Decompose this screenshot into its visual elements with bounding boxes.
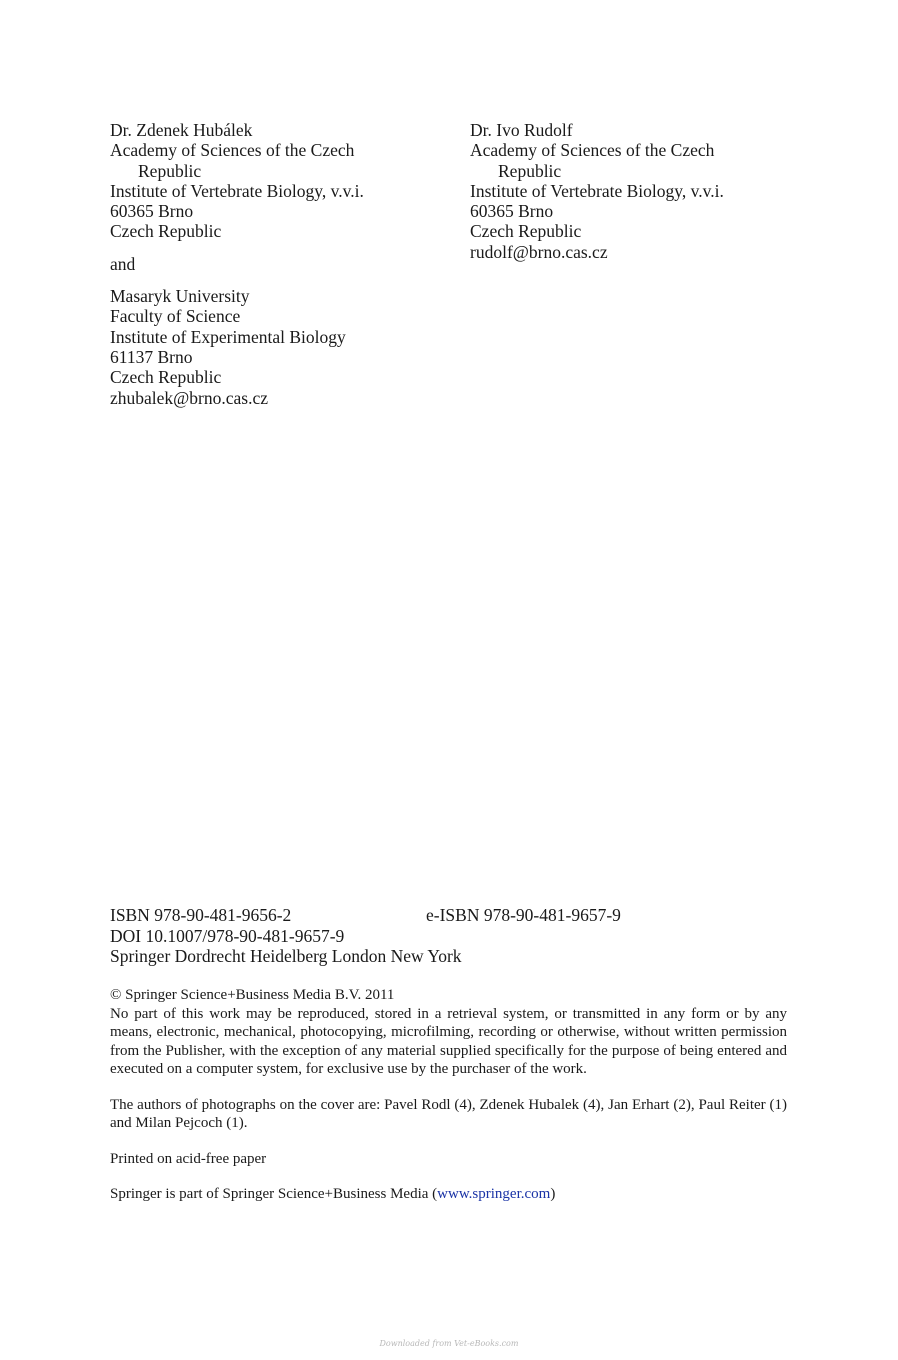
- download-watermark: Downloaded from Vet-eBooks.com: [379, 1339, 519, 1348]
- postal-line: 60365 Brno: [110, 201, 194, 222]
- author-name: Dr. Zdenek Hubálek: [110, 120, 253, 140]
- isbn: ISBN 978-90-481-9656-2: [110, 905, 292, 925]
- rights-paragraph: No part of this work may be reproduced, stored in a retrieval system, or transmitted in any form or by any means, electronic, mechanical, photocopying, microfilming, recording or otherwise, without written permission from the Publisher, with the exception of any material supplied specifically for the purpose of being entered and executed on a computer system, for exclusive use by the purchaser of the work.: [110, 1005, 787, 1077]
- e-isbn: e-ISBN 978-90-481-9657-9: [426, 905, 621, 925]
- doi: DOI 10.1007/978-90-481-9657-9: [110, 925, 345, 946]
- university-line: Masaryk University: [110, 286, 250, 307]
- affiliation-line-continued: Republic: [138, 160, 202, 181]
- affiliation-line: Academy of Sciences of the Czech: [470, 140, 715, 161]
- postal-line: 60365 Brno: [470, 201, 554, 222]
- author-address-right: [470, 120, 800, 262]
- and-separator: and: [110, 253, 136, 274]
- springer-note: [110, 1185, 787, 1204]
- country-line: Czech Republic: [470, 221, 582, 242]
- legal-notice: [110, 986, 787, 1204]
- institute-line: Institute of Vertebrate Biology, v.v.i.: [470, 180, 724, 201]
- isbn-row: [110, 905, 790, 926]
- author-email: rudolf@brno.cas.cz: [470, 241, 608, 262]
- author-address-left: [110, 120, 440, 408]
- publisher-cities: Springer Dordrecht Heidelberg London New York: [110, 946, 462, 966]
- copyright-line: © Springer Science+Business Media B.V. 2011: [110, 987, 395, 1003]
- springer-note-prefix: Springer is part of Springer Science+Business Media (: [110, 1186, 438, 1202]
- affiliation-line: Academy of Sciences of the Czech: [110, 140, 355, 161]
- publication-identifiers: [110, 905, 790, 967]
- author-email: zhubalek@brno.cas.cz: [110, 387, 268, 408]
- photo-credits: The authors of photographs on the cover are: Pavel Rodl (4), Zdenek Hubalek (4), Jan Erhart (2), Paul Reiter (1) and Milan Pejcoch (1).: [110, 1096, 787, 1131]
- springer-website-link[interactable]: www.springer.com: [437, 1186, 551, 1202]
- paper-note: Printed on acid-free paper: [110, 1150, 267, 1167]
- institute-line: Institute of Vertebrate Biology, v.v.i.: [110, 180, 364, 201]
- institute-line: Institute of Experimental Biology: [110, 326, 346, 347]
- author-name: Dr. Ivo Rudolf: [470, 120, 573, 140]
- country-line: Czech Republic: [110, 221, 222, 242]
- affiliation-line-continued: Republic: [498, 160, 562, 181]
- springer-note-suffix: ): [550, 1186, 556, 1202]
- country-line: Czech Republic: [110, 367, 222, 388]
- faculty-line: Faculty of Science: [110, 306, 241, 327]
- postal-line: 61137 Brno: [110, 346, 193, 367]
